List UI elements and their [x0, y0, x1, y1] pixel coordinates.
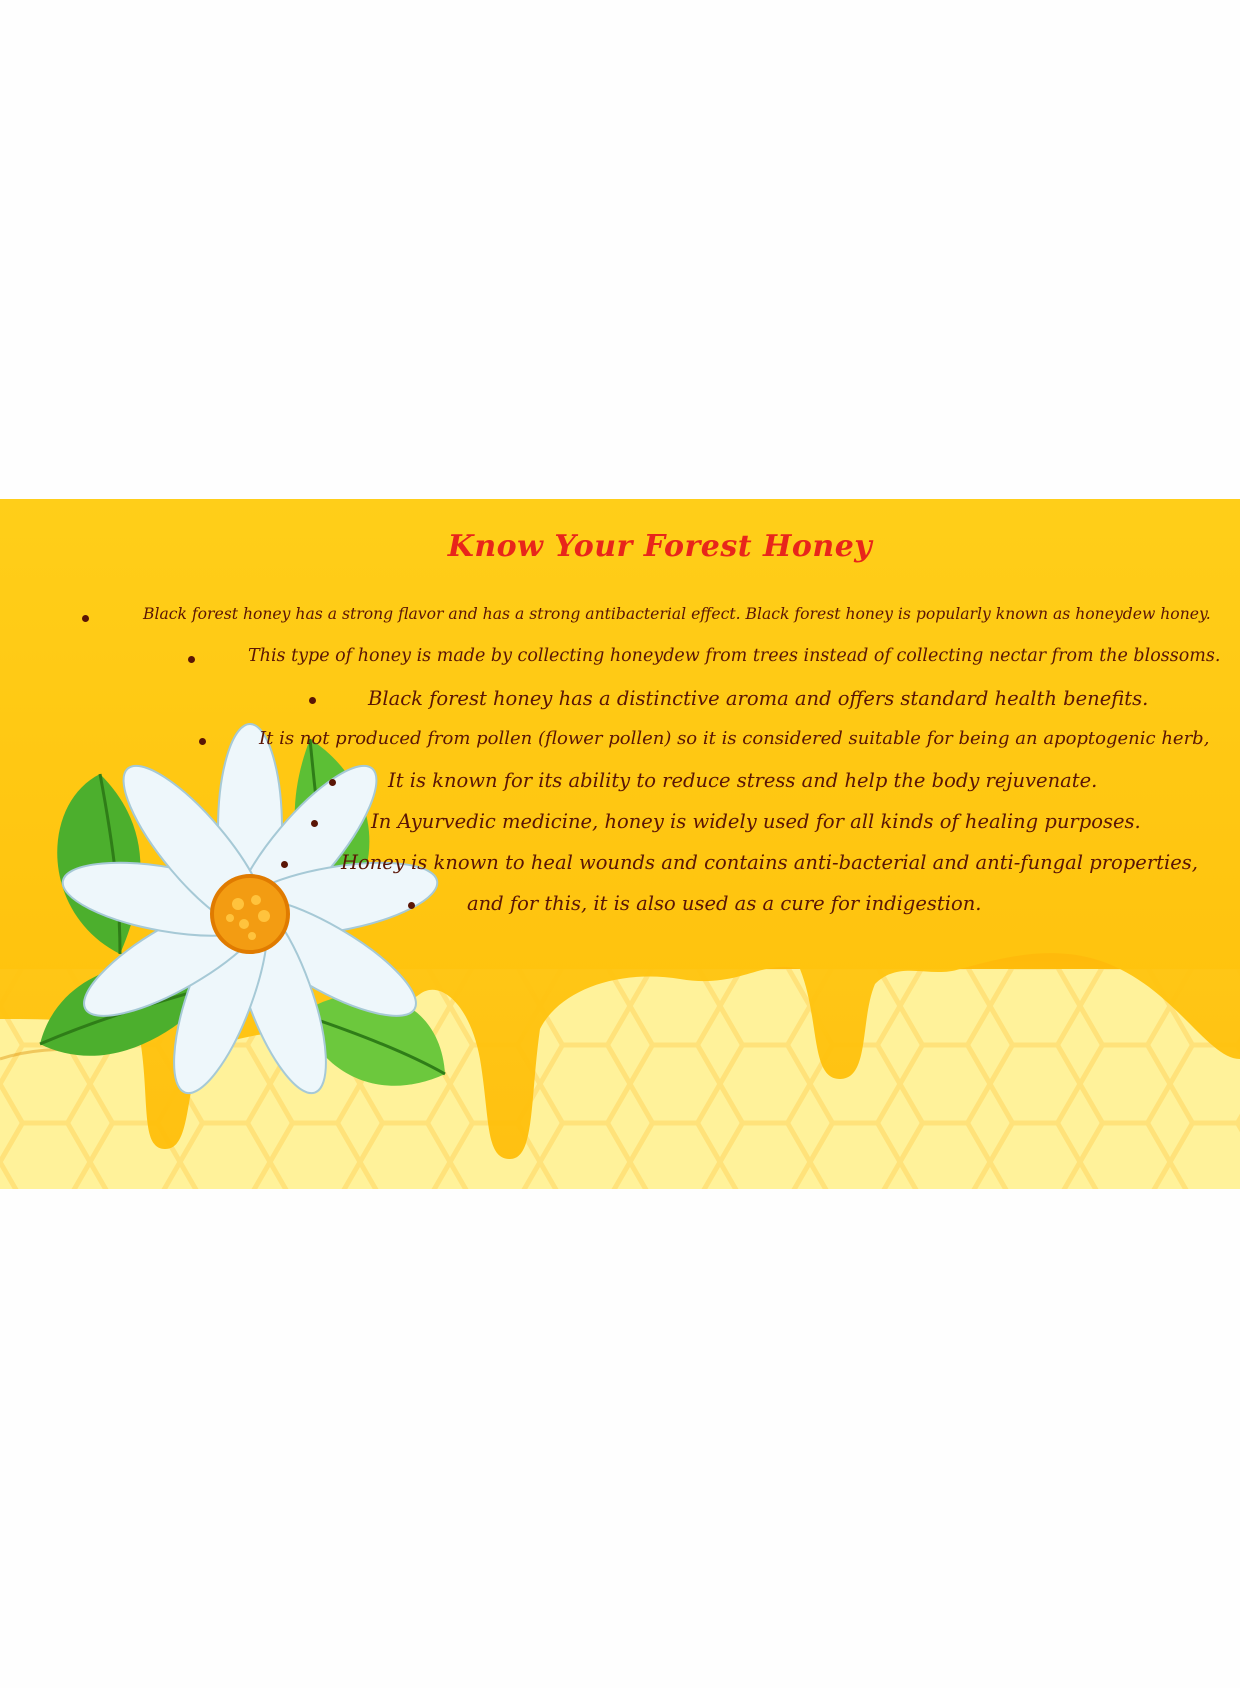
bullet-text: Black forest honey has a distinctive aroma and offers standard health benefits. — [368, 687, 1149, 710]
page-title: Know Your Forest Honey — [447, 529, 873, 564]
bullet-icon — [199, 738, 206, 745]
bullet-text: In Ayurvedic medicine, honey is widely used for all kinds of healing purposes. — [371, 810, 1141, 833]
bullet-icon — [82, 615, 89, 622]
list-item — [0, 892, 1240, 933]
list-item — [0, 687, 1240, 728]
bullet-text: This type of honey is made by collecting honeydew from trees instead of collecting nectar from the blossoms. — [248, 646, 1221, 666]
list-item — [0, 810, 1240, 851]
bullet-icon — [188, 656, 195, 663]
bullet-icon — [329, 779, 336, 786]
bullet-text: and for this, it is also used as a cure for indigestion. — [467, 892, 982, 915]
list-item — [0, 769, 1240, 810]
bullet-text: It is not produced from pollen (flower pollen) so it is considered suitable for being an apoptogenic herb, — [259, 728, 1210, 749]
list-item — [0, 851, 1240, 892]
bullet-text: Honey is known to heal wounds and contains anti-bacterial and anti-fungal properties, — [341, 851, 1198, 874]
bullet-icon — [311, 820, 318, 827]
honey-banner — [0, 499, 1240, 1189]
bullet-text: Black forest honey has a strong flavor and has a strong antibacterial effect. Black forest honey is popularly known as honeydew honey. — [143, 605, 1211, 623]
bullet-icon — [309, 697, 316, 704]
bullet-text: It is known for its ability to reduce stress and help the body rejuvenate. — [388, 769, 1098, 792]
list-item — [0, 605, 1240, 646]
list-item — [0, 646, 1240, 687]
list-item — [0, 728, 1240, 769]
bullet-icon — [281, 861, 288, 868]
bullet-list — [0, 605, 1240, 933]
bullet-icon — [408, 902, 415, 909]
